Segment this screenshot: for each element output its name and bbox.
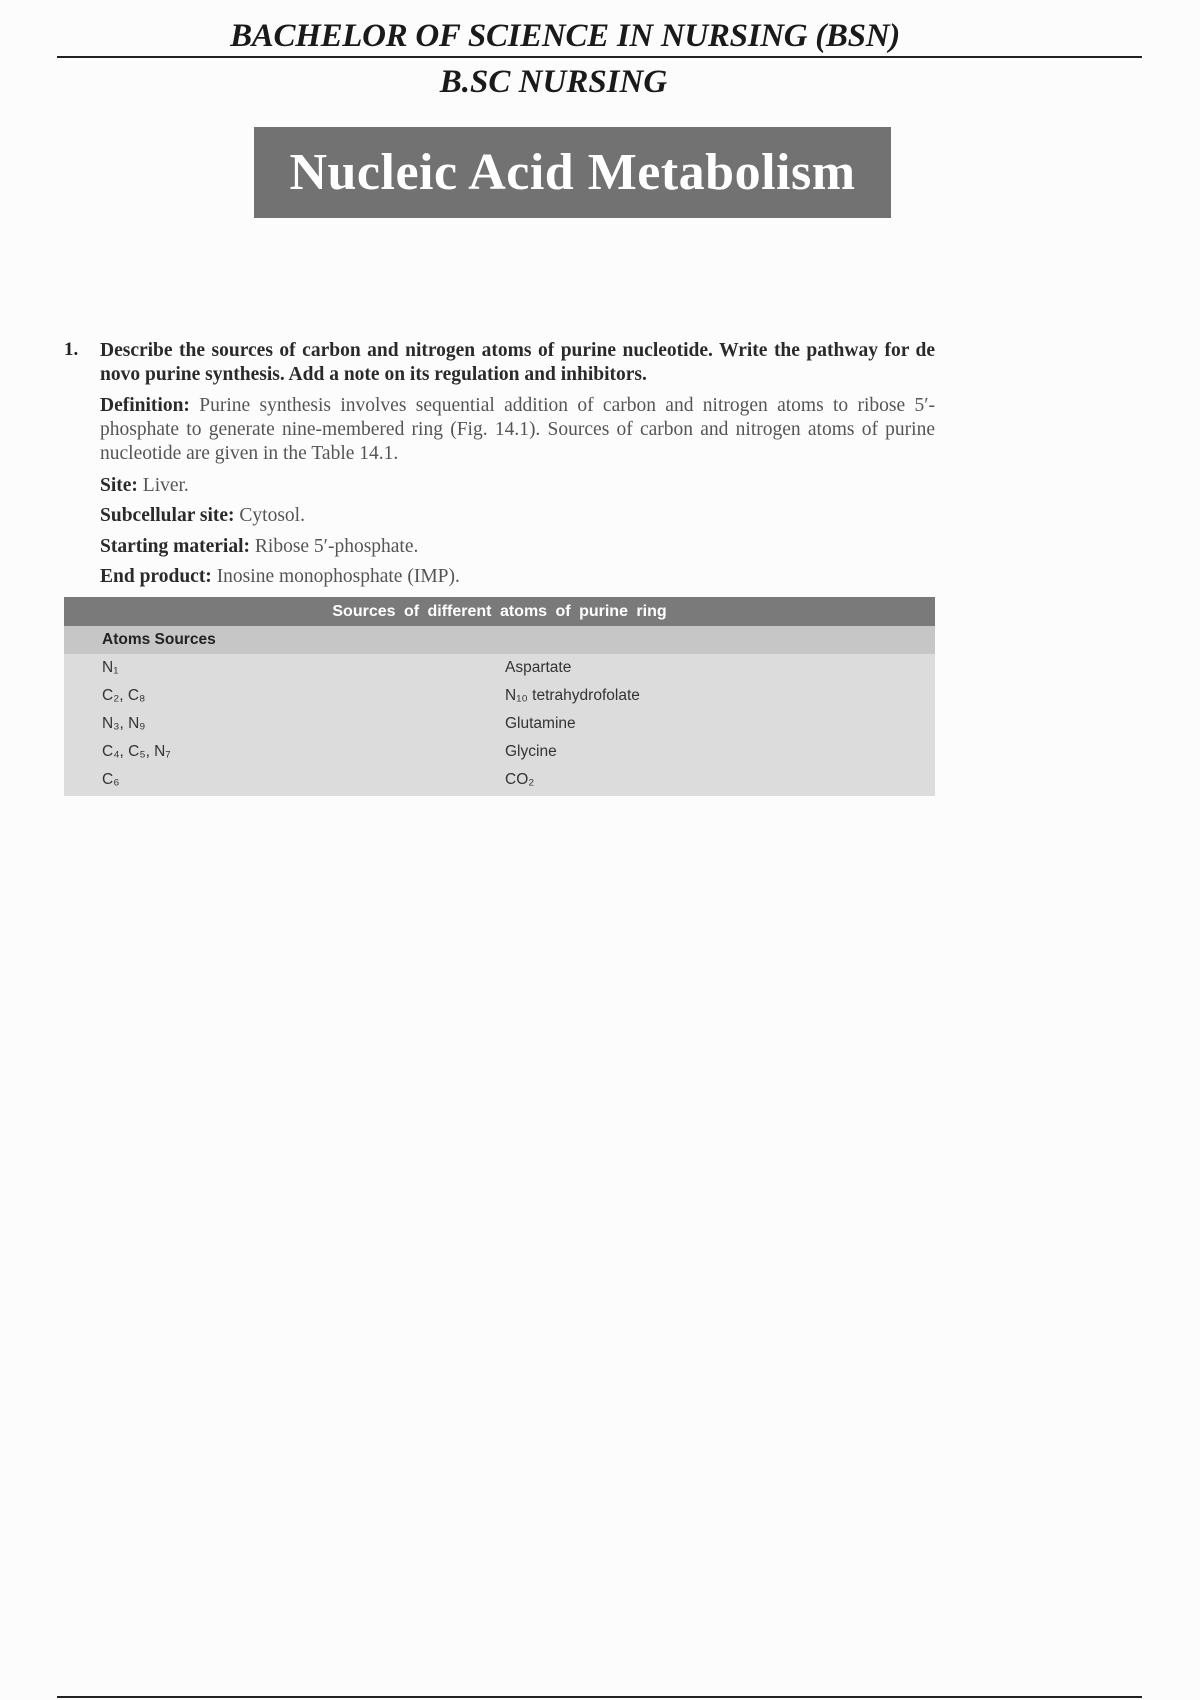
table-row [64, 682, 935, 710]
table-caption: Sources of different atoms of purine ring [64, 597, 935, 626]
source-cell: Glutamine [505, 715, 576, 732]
atoms-cell: N₃, N₉ [102, 715, 146, 732]
question-number: 1. [64, 339, 79, 360]
source-cell: Glycine [505, 743, 557, 760]
chapter-title: Nucleic Acid Metabolism [254, 127, 891, 218]
source-cell: N₁₀ tetrahydrofolate [505, 687, 640, 704]
table-row [64, 766, 935, 796]
fact-value: Liver. [142, 475, 189, 496]
header-line-2: B.SC NURSING [439, 64, 668, 100]
table-row [64, 654, 935, 682]
fact-label: End product: [100, 566, 212, 587]
table-header: Atoms Sources [64, 626, 935, 654]
fact-end-product [100, 565, 935, 589]
header-rule [57, 56, 1142, 58]
table-row [64, 710, 935, 738]
atoms-cell: N₁ [102, 659, 119, 676]
definition-paragraph [100, 394, 935, 466]
fact-label: Site: [100, 475, 138, 496]
fact-value: Cytosol. [239, 505, 305, 526]
fact-starting-material [100, 535, 935, 559]
footer-rule [57, 1696, 1142, 1698]
source-cell: Aspartate [505, 659, 572, 676]
header-line-1: BACHELOR OF SCIENCE IN NURSING (BSN) [230, 18, 900, 54]
fact-value: Inosine monophosphate (IMP). [216, 566, 460, 587]
atoms-cell: C₄, C₅, N₇ [102, 743, 171, 760]
fact-label: Starting material: [100, 536, 251, 557]
fact-label: Subcellular site: [100, 505, 235, 526]
atoms-cell: C₆ [102, 771, 120, 788]
question-text: Describe the sources of carbon and nitrogen atoms of purine nucleotide. Write the pathway for de novo purine synthesis. Add a note on its regulation and inhibitors. [100, 340, 935, 385]
definition-text: Purine synthesis involves sequential addition of carbon and nitrogen atoms to ribose 5′-phosphate to generate nine-membered ring (Fig. 14.1). Sources of carbon and nitrogen atoms of purine nucleotide are given in the Table 14.1. [100, 395, 935, 464]
atoms-cell: C₂, C₈ [102, 687, 146, 704]
table-row [64, 738, 935, 766]
fact-site [100, 474, 935, 498]
fact-value: Ribose 5′-phosphate. [254, 536, 419, 557]
source-cell: CO₂ [505, 771, 535, 788]
definition-label: Definition: [100, 395, 190, 416]
purine-sources-table [64, 597, 935, 796]
fact-subcellular-site [100, 504, 935, 528]
